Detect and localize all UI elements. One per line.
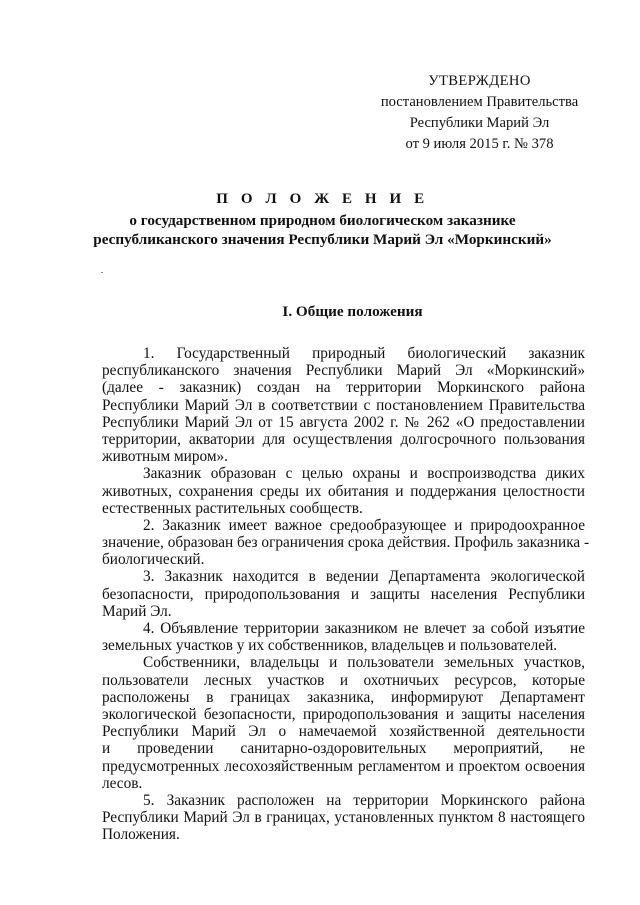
paragraph (102, 620, 585, 654)
paragraph (102, 654, 585, 792)
paragraph-line: и проведении санитарно-оздоровительных мероприятий, не (102, 740, 585, 758)
document-subtitle-line-1: о государственном природном биологическом заказнике (129, 212, 516, 229)
approval-line-2: Республики Марий Эл (409, 115, 550, 131)
paragraph-line: 5. Заказник расположен на территории Моркинского района (143, 791, 585, 809)
paragraph-line: 2. Заказник имеет важное средообразующее и природоохранное (143, 516, 585, 534)
paragraph-line: расположены в границах заказника, информируют Департамент (102, 688, 585, 706)
paragraph-line: земельных участков у их собственников, владельцев и пользователей. (102, 637, 558, 655)
section-title: I. Общие положения (282, 303, 423, 320)
paragraph-line: 3. Заказник находится в ведении Департамента экологической (143, 568, 585, 586)
paragraph-line: предусмотренных лесохозяйственным регламентом и проектом освоения (102, 757, 585, 775)
paragraph-line: Собственники, владельцы и пользователи земельных участков, (143, 654, 585, 672)
paragraph-line: Республики Марий Эл от 15 августа 2002 г. № 262 «О предоставлении (102, 413, 585, 431)
scan-speck (101, 272, 103, 273)
paragraph-line: биологический. (102, 551, 205, 569)
paragraph-line: 1. Государственный природный биологический заказник (143, 345, 585, 362)
approval-line-3: от 9 июля 2015 г. № 378 (405, 136, 554, 152)
document-subtitle-line-2: республиканского значения Республики Марий Эл «Моркинский» (93, 231, 552, 248)
paragraph-line: территории, акватории для осуществления долгосрочного пользования (102, 430, 585, 448)
paragraph-line: значение, образован без ограничения срока действия. Профиль заказника - (102, 534, 590, 552)
paragraph-line: безопасности, природопользования и защиты населения Республики (102, 585, 585, 603)
paragraph (102, 792, 585, 844)
approval-block (372, 71, 587, 155)
paragraph-line: экологической безопасности, природопользования и защиты населения (102, 705, 585, 723)
paragraph-line: республиканского значения Республики Марий Эл «Моркинский» (102, 362, 585, 380)
paragraph-line: Республики Марий Эл о намечаемой хозяйственной деятельности (102, 723, 585, 741)
paragraph-line: 4. Объявление территории заказником не влечет за собой изъятие (143, 620, 585, 637)
paragraph-line: пользователи лесных участков и охотничьих ресурсов, которые (102, 671, 585, 689)
paragraph-line: Марий Эл. (102, 602, 172, 620)
paragraph-line: Республики Марий Эл в границах, установленных пунктом 8 настоящего (102, 809, 585, 827)
document-heading (60, 188, 585, 249)
document-body (102, 345, 590, 844)
approval-line-1: постановлением Правительства (380, 94, 579, 110)
paragraph-line: Республики Марий Эл в соответствии с постановлением Правительства (102, 396, 585, 414)
paragraph-line: (далее - заказник) создан на территории Моркинского района (102, 379, 585, 397)
paragraph (102, 516, 590, 569)
paragraph-line: естественных растительных сообществ. (102, 499, 363, 517)
paragraph-line: Положения. (102, 826, 180, 844)
paragraph-line: животным миром». (102, 448, 228, 466)
paragraph (102, 568, 585, 620)
paragraph (102, 345, 585, 465)
paragraph-line: животных, сохранения среды их обитания и поддержания целостности (102, 482, 585, 500)
paragraph (102, 465, 585, 517)
paragraph-line: Заказник образован с целью охраны и воспроизводства диких (143, 465, 585, 483)
approval-stamp-word: УТВЕРЖДЕНО (428, 73, 531, 89)
document-title: П О Л О Ж Е Н И Е (216, 191, 429, 207)
paragraph-line: лесов. (102, 774, 143, 792)
